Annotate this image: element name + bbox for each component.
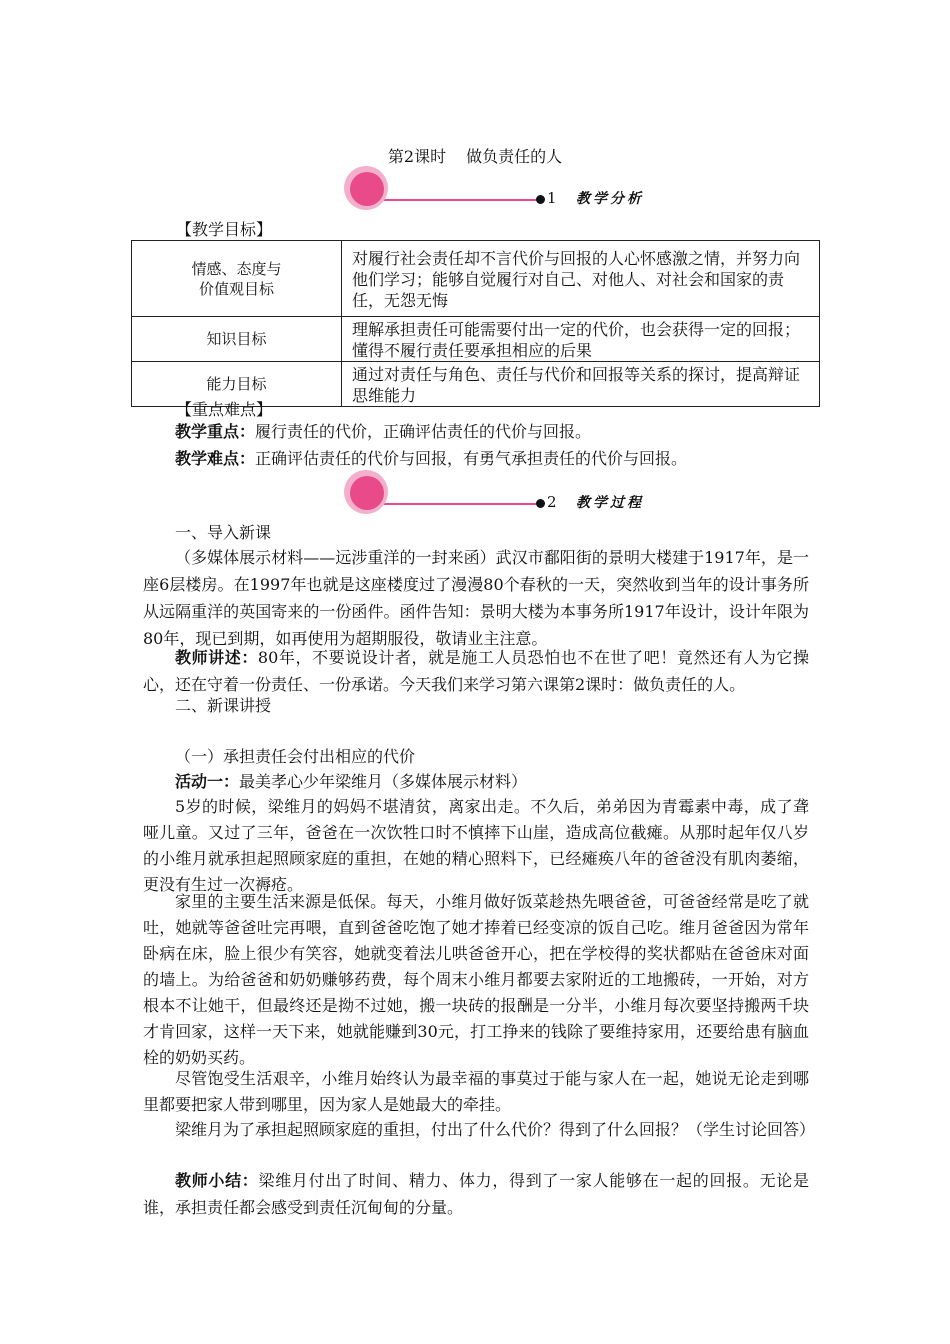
key-points-heading: 【重点难点】 — [176, 400, 273, 419]
circle-inner-icon — [350, 476, 384, 510]
intro-paragraph: （多媒体展示材料——远涉重洋的一封来函）武汉市鄱阳街的景明大楼建于1917年，是一座6层楼房。在1997年也就是这座楼度过了漫漫80个春秋的一天，突然收到当年的设计事务所从远隔重洋的英国寄来的一份函件。函件告知：景明大楼为本事务所1917年设计，设计年限为80年，现已到期，如再使用为超期服役，敬请业主注意。 — [143, 548, 809, 648]
teacher-narration — [143, 644, 809, 698]
activity-label: 活动一： — [175, 772, 240, 791]
intro-heading: 一、导入新课 — [175, 523, 272, 542]
story-paragraph: 尽管饱受生活艰辛，小维月始终认为最幸福的事莫过于能与家人在一起，她说无论走到哪里都要把家人带到哪里，因为家人是她最大的牵挂。 — [143, 1069, 809, 1114]
teacher-label: 教师讲述： — [175, 648, 258, 667]
summary-text: 梁维月付出了时间、精力、体力，得到了一家人能够在一起的回报。无论是谁，承担责任都会感受到责任沉甸甸的分量。 — [143, 1171, 809, 1217]
key-point — [143, 418, 809, 445]
story-paragraph: 家里的主要生活来源是低保。每天，小维月做好饭菜趁热先喂爸爸，可爸爸经常是吃了就吐，她就等爸爸吐完再喂，直到爸爸吃饱了她才捧着已经变凉的饭自己吃。维月爸爸因为常年卧病在床，脸上很少有笑容，她就变着法儿哄爸爸开心，把在学校得的奖状都贴在爸爸床对面的墙上。为给爸爸和奶奶赚够药费，每个周末小维月都要去家附近的工地搬砖，一开始，对方根本不让她干，但最终还是拗不过她，搬一块砖的报酬是一分半，小维月每次要坚持搬两千块才肯回家，这样一天下来，她就能赚到30元，打工挣来的钱除了要维持家用，还要给患有脑血栓的奶奶买药。 — [143, 892, 809, 1067]
bullet-dot-icon — [536, 499, 545, 508]
section-number: 1 — [547, 189, 557, 207]
objective-key: 知识目标 — [132, 317, 342, 362]
section-header-analysis — [340, 166, 660, 210]
new-lesson-heading: 二、新课讲授 — [175, 696, 272, 715]
section-label: 教学分析 — [576, 191, 644, 207]
story-paragraph: 5岁的时候，梁维月的妈妈不堪清贫，离家出走。不久后，弟弟因为青霉素中毒，成了聋哑儿童。又过了三年，爸爸在一次饮牲口时不慎摔下山崖，造成高位截瘫。从那时起年仅八岁的小维月就承担起照顾家庭的重担，在她的精心照料下，已经瘫痪八年的爸爸没有肌肉萎缩，更没有生过一次褥疮。 — [143, 797, 809, 894]
objective-value: 通过对责任与角色、责任与代价和回报等关系的探讨，提高辩证思维能力 — [342, 362, 820, 407]
objective-key-line: 情感、态度与 — [191, 259, 282, 278]
section-number: 2 — [547, 493, 557, 511]
objective-value: 对履行社会责任却不言代价与回报的人心怀感激之情，并努力向他们学习；能够自觉履行对自己、对他人、对社会和国家的责任，无怨无悔 — [342, 241, 820, 317]
key-point-label: 教学重点： — [175, 422, 256, 441]
table-row — [132, 317, 820, 362]
objectives-table — [131, 240, 820, 407]
activity-title — [143, 768, 809, 795]
activity-text: 最美孝心少年梁维月（多媒体展示材料） — [239, 772, 528, 791]
difficulty-text: 正确评估责任的代价与回报，有勇气承担责任的代价与回报。 — [255, 449, 688, 468]
objective-key: 能力目标 — [132, 362, 342, 407]
difficulty-label: 教学难点： — [175, 449, 256, 468]
objective-key-line: 价值观目标 — [198, 279, 274, 298]
teacher-text: 80年，不要说设计者，就是施工人员恐怕也不在世了吧！竟然还有人为它操心，还在守着一份责任、一份承诺。今天我们来学习第六课第2课时：做负责任的人。 — [143, 648, 809, 694]
objective-value: 理解承担责任可能需要付出一定的代价，也会获得一定的回报；懂得不履行责任要承担相应的后果 — [342, 317, 820, 362]
subsection-heading: （一）承担责任会付出相应的代价 — [175, 747, 416, 766]
key-point-text: 履行责任的代价，正确评估责任的代价与回报。 — [255, 422, 592, 441]
summary-label: 教师小结： — [175, 1171, 259, 1190]
section-header-process — [340, 470, 660, 514]
lesson-name: 做负责任的人 — [466, 147, 563, 166]
teacher-summary — [143, 1167, 809, 1221]
circle-inner-icon — [350, 172, 384, 206]
bullet-dot-icon — [536, 195, 545, 204]
objective-key — [132, 241, 342, 317]
table-row — [132, 241, 820, 317]
discussion-question: 梁维月为了承担起照顾家庭的重担，付出了什么代价？得到了什么回报？（学生讨论回答） — [175, 1120, 816, 1139]
lesson-number: 第2课时 — [387, 147, 447, 166]
section-label: 教学过程 — [576, 495, 644, 511]
difficulty — [143, 445, 809, 472]
section-rule — [364, 503, 540, 505]
section-rule — [364, 199, 540, 201]
objectives-heading: 【教学目标】 — [176, 220, 273, 239]
lesson-title — [0, 144, 950, 167]
